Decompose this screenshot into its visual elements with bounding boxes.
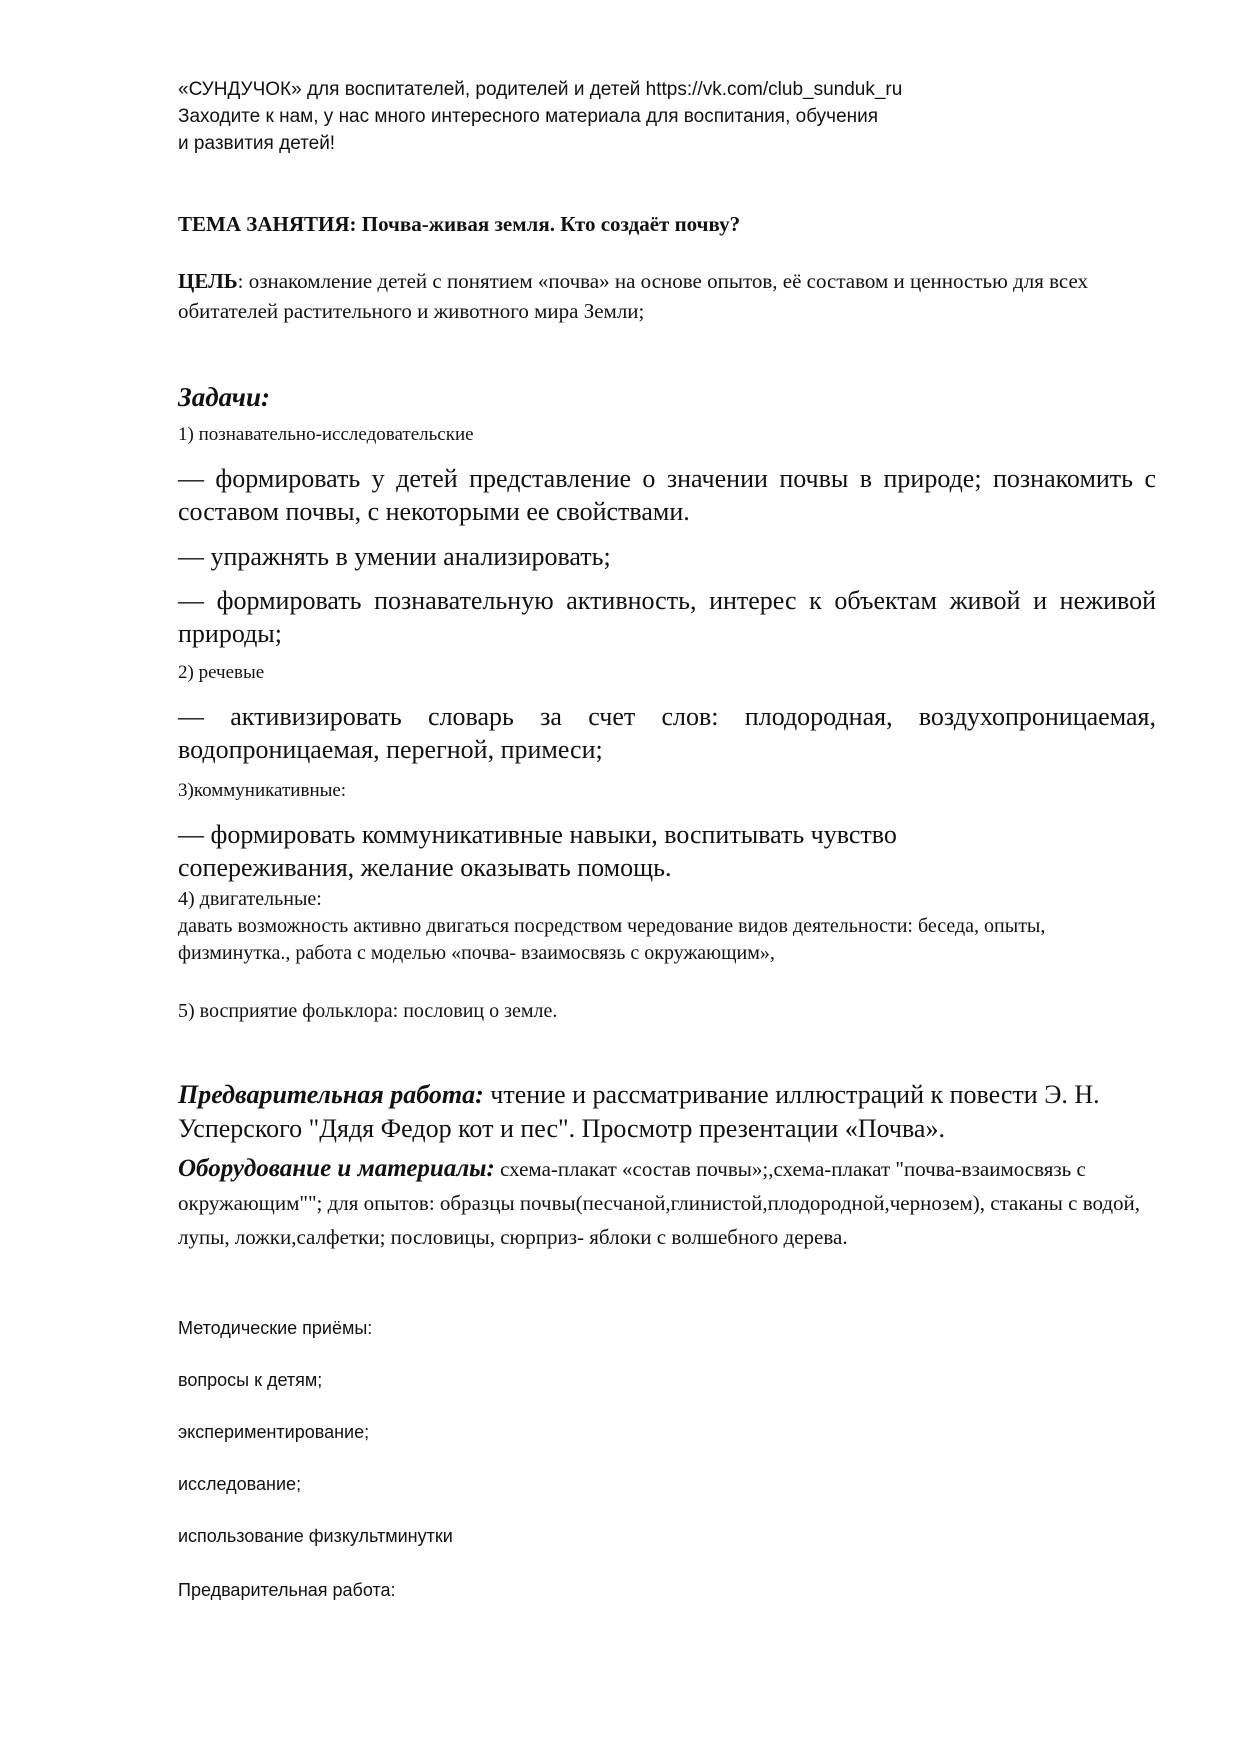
task-cognitive-1: — формировать у детей представление о значении почвы в природе; познакомить с составом почвы, с некоторыми ее свойствами.: [178, 464, 1156, 526]
task-cognitive-3: — формировать познавательную активность, интерес к объектам живой и неживой природы;: [178, 586, 1156, 648]
preliminary-work: [178, 1078, 1156, 1146]
equipment-label: Оборудование и материалы:: [178, 1155, 495, 1182]
method-item: экспериментирование;: [178, 1422, 370, 1442]
method-item: вопросы к детям;: [178, 1370, 323, 1390]
preliminary-text: чтение и рассматривание иллюстраций к повести Э. Н. Усперского "Дядя Федор кот и пес". Просмотр презентации «Почва».: [178, 1080, 1100, 1143]
equipment-text: схема-плакат «состав почвы»;,схема-плакат "почва-взаимосвязь с окружающим""; для опытов: образцы почвы(песчаной,глинистой,плодородной,чернозем), стаканы с водой, лупы, ложки,салфетки; пословицы, сюрприз- яблоки с волшебного дерева.: [178, 1157, 1141, 1249]
header-line-3: и развития детей!: [178, 133, 336, 154]
methods-heading: Методические приёмы:: [178, 1318, 373, 1338]
task-comm-1: — формировать коммуникативные навыки, воспитывать чувство сопереживания, желание оказывать помощь.: [178, 820, 897, 882]
preliminary-label: Предварительная работа:: [178, 1080, 484, 1109]
lesson-theme: ТЕМА ЗАНЯТИЯ: Почва-живая земля. Кто создаёт почву?: [178, 212, 741, 236]
lesson-goal: [178, 266, 1156, 326]
task-folk-label: 5) восприятие фольклора: пословиц о земле.: [178, 1000, 558, 1022]
header-line-1: «СУНДУЧОК» для воспитателей, родителей и детей https://vk.com/club_sunduk_ru: [178, 79, 903, 100]
header-line-2: Заходите к нам, у нас много интересного материала для воспитания, обучения: [178, 106, 879, 127]
task-speech-1: — активизировать словарь за счет слов: плодородная, воздухопроницаемая, водопроницаемая, перегной, примеси;: [178, 702, 1156, 764]
method-item: использование физкультминутки: [178, 1526, 453, 1546]
method-item: Предварительная работа:: [178, 1580, 396, 1600]
goal-label: ЦЕЛЬ: [178, 269, 238, 293]
goal-text: : ознакомление детей с понятием «почва» на основе опытов, её составом и ценностью для всех обитателей растительного и животного мира Земли;: [178, 269, 1089, 323]
task-motor-1: давать возможность активно двигаться посредством чередование видов деятельности: беседа, опыты, физминутка., работа с моделью «почва- взаимосвязь с окружающим»,: [178, 915, 1046, 964]
task-motor: [178, 886, 1156, 967]
task-motor-label: 4) двигательные:: [178, 888, 322, 910]
equipment: [178, 1152, 1156, 1254]
task-speech-label: 2) речевые: [178, 662, 265, 683]
task-cognitive-2: — упражнять в умении анализировать;: [178, 542, 611, 571]
task-comm-label: 3)коммуникативные:: [178, 780, 347, 801]
method-item: исследование;: [178, 1474, 302, 1494]
task-cognitive-label: 1) познавательно-исследовательские: [178, 424, 474, 445]
header: [178, 76, 1156, 157]
tasks-heading: Задачи:: [178, 382, 270, 412]
